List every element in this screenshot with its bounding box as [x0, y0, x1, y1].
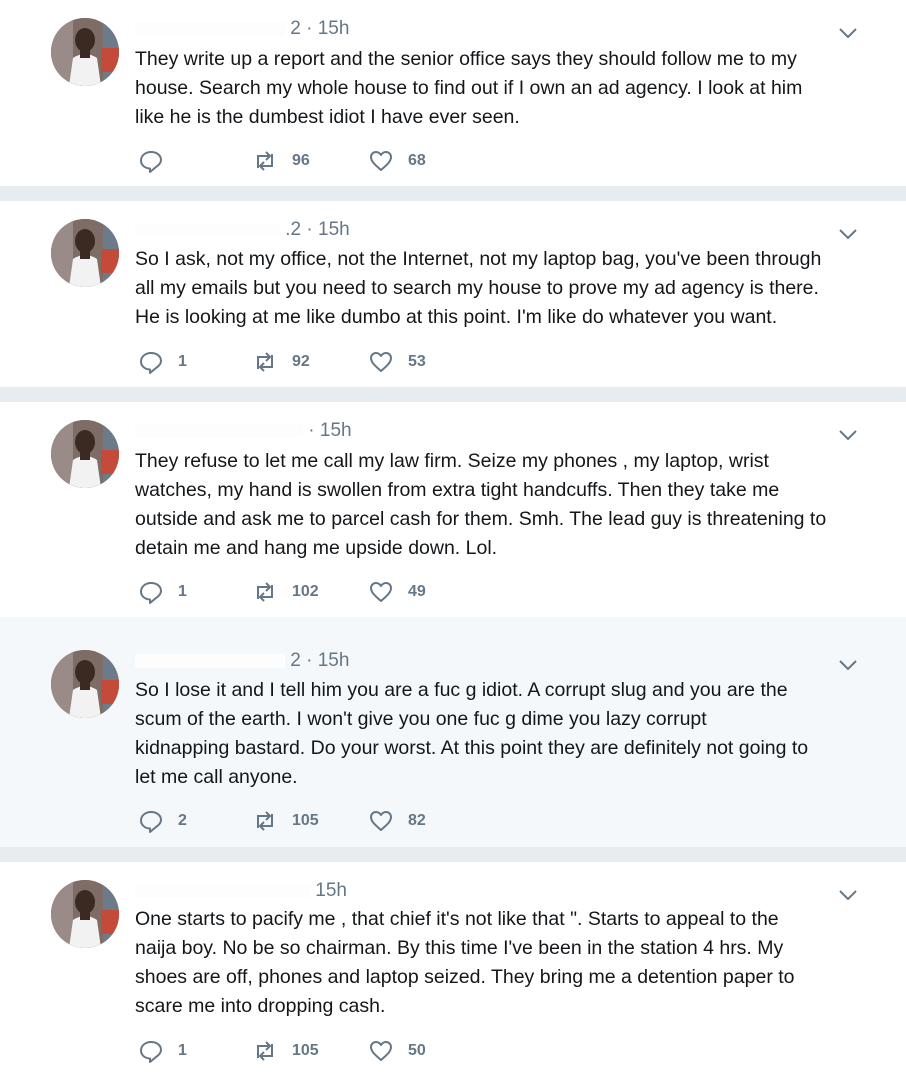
- retweet-icon: [252, 349, 278, 375]
- like-icon: [368, 579, 394, 605]
- tweet-meta: [135, 880, 347, 902]
- tweet-meta: [135, 420, 352, 442]
- reply-count: 1: [178, 353, 187, 370]
- reply-icon: [138, 579, 164, 605]
- tweet[interactable]: [0, 201, 906, 387]
- avatar[interactable]: [51, 18, 119, 86]
- reply-button[interactable]: [138, 579, 187, 605]
- tweet[interactable]: [0, 0, 906, 186]
- redacted-username: [135, 223, 280, 237]
- tweet[interactable]: [0, 402, 906, 617]
- chevron-down-icon[interactable]: [838, 227, 858, 241]
- retweet-button[interactable]: [252, 148, 310, 174]
- reply-icon: [138, 808, 164, 834]
- like-count: 50: [408, 1042, 426, 1059]
- like-button[interactable]: [368, 349, 426, 375]
- reply-button[interactable]: [138, 1038, 187, 1064]
- avatar[interactable]: [51, 219, 119, 287]
- retweet-count: 105: [292, 812, 319, 829]
- tweet-text: They write up a report and the senior office says they should follow me to my house. Search my whole house to find out if I own an ad agency. I look at him like he is the dumbest idiot I have ever seen.: [135, 48, 803, 128]
- reply-button[interactable]: [138, 148, 178, 174]
- tweet-timestamp[interactable]: 2 · 15h: [290, 18, 350, 39]
- tweet-text: They refuse to let me call my law firm. Seize my phones , my laptop, wrist watches, my hand is swollen from extra tight handcuffs. Then they take me outside and ask me to parcel cash for them. Smh. The lead guy is threatening to detain me and hang me upside down. Lol.: [135, 450, 827, 559]
- tweet-meta: [135, 219, 350, 241]
- tweet-timestamp[interactable]: .2 · 15h: [285, 219, 350, 240]
- retweet-button[interactable]: [252, 579, 319, 605]
- tweet-timestamp[interactable]: 15h: [315, 880, 347, 901]
- reply-count: 2: [178, 812, 187, 829]
- tweet[interactable]: [0, 617, 906, 847]
- chevron-down-icon[interactable]: [838, 658, 858, 672]
- reply-icon: [138, 349, 164, 375]
- avatar[interactable]: [51, 650, 119, 718]
- reply-count: 1: [178, 583, 187, 600]
- retweet-button[interactable]: [252, 1038, 319, 1064]
- reply-count: 1: [178, 1042, 187, 1059]
- retweet-button[interactable]: [252, 808, 319, 834]
- retweet-icon: [252, 579, 278, 605]
- retweet-count: 102: [292, 583, 319, 600]
- redacted-username: [135, 22, 285, 36]
- retweet-icon: [252, 1038, 278, 1064]
- avatar[interactable]: [51, 880, 119, 948]
- like-icon: [368, 808, 394, 834]
- reply-icon: [138, 148, 164, 174]
- reply-button[interactable]: [138, 808, 187, 834]
- like-count: 49: [408, 583, 426, 600]
- tweet-meta: [135, 18, 349, 40]
- like-icon: [368, 148, 394, 174]
- retweet-count: 92: [292, 353, 310, 370]
- like-count: 53: [408, 353, 426, 370]
- redacted-username: [135, 654, 285, 668]
- like-button[interactable]: [368, 148, 426, 174]
- like-icon: [368, 349, 394, 375]
- reply-button[interactable]: [138, 349, 187, 375]
- retweet-count: 96: [292, 152, 310, 169]
- like-button[interactable]: [368, 808, 426, 834]
- like-button[interactable]: [368, 579, 426, 605]
- like-count: 82: [408, 812, 426, 829]
- retweet-count: 105: [292, 1042, 319, 1059]
- retweet-icon: [252, 808, 278, 834]
- chevron-down-icon[interactable]: [838, 888, 858, 902]
- retweet-button[interactable]: [252, 349, 310, 375]
- like-button[interactable]: [368, 1038, 426, 1064]
- chevron-down-icon[interactable]: [838, 26, 858, 40]
- tweet[interactable]: [0, 862, 906, 1080]
- like-icon: [368, 1038, 394, 1064]
- tweet-text: So I ask, not my office, not the Internet, not my laptop bag, you've been through all my emails but you need to search my house to prove my ad agency is there. He is looking at me like dumbo at this point. I'm like do whatever you want.: [135, 248, 822, 328]
- tweet-text: One starts to pacify me , that chief it's not like that ". Starts to appeal to the naija boy. No be so chairman. By this time I've been in the station 4 hrs. My shoes are off, phones and laptop seized. They bring me a detention paper to scare me into dropping cash.: [135, 908, 795, 1017]
- tweet-timestamp[interactable]: 2 · 15h: [290, 650, 350, 671]
- redacted-username: [135, 424, 303, 438]
- chevron-down-icon[interactable]: [838, 428, 858, 442]
- tweet-meta: [135, 650, 349, 672]
- tweet-text: So I lose it and I tell him you are a fuc g idiot. A corrupt slug and you are the scum of the earth. I won't give you one fuc g dime you lazy corrupt kidnapping bastard. Do your worst. At this point they are definitely not going to let me call anyone.: [135, 679, 809, 788]
- avatar[interactable]: [51, 420, 119, 488]
- tweet-timestamp[interactable]: · 15h: [308, 420, 352, 441]
- redacted-username: [135, 884, 310, 898]
- like-count: 68: [408, 152, 426, 169]
- retweet-icon: [252, 148, 278, 174]
- reply-icon: [138, 1038, 164, 1064]
